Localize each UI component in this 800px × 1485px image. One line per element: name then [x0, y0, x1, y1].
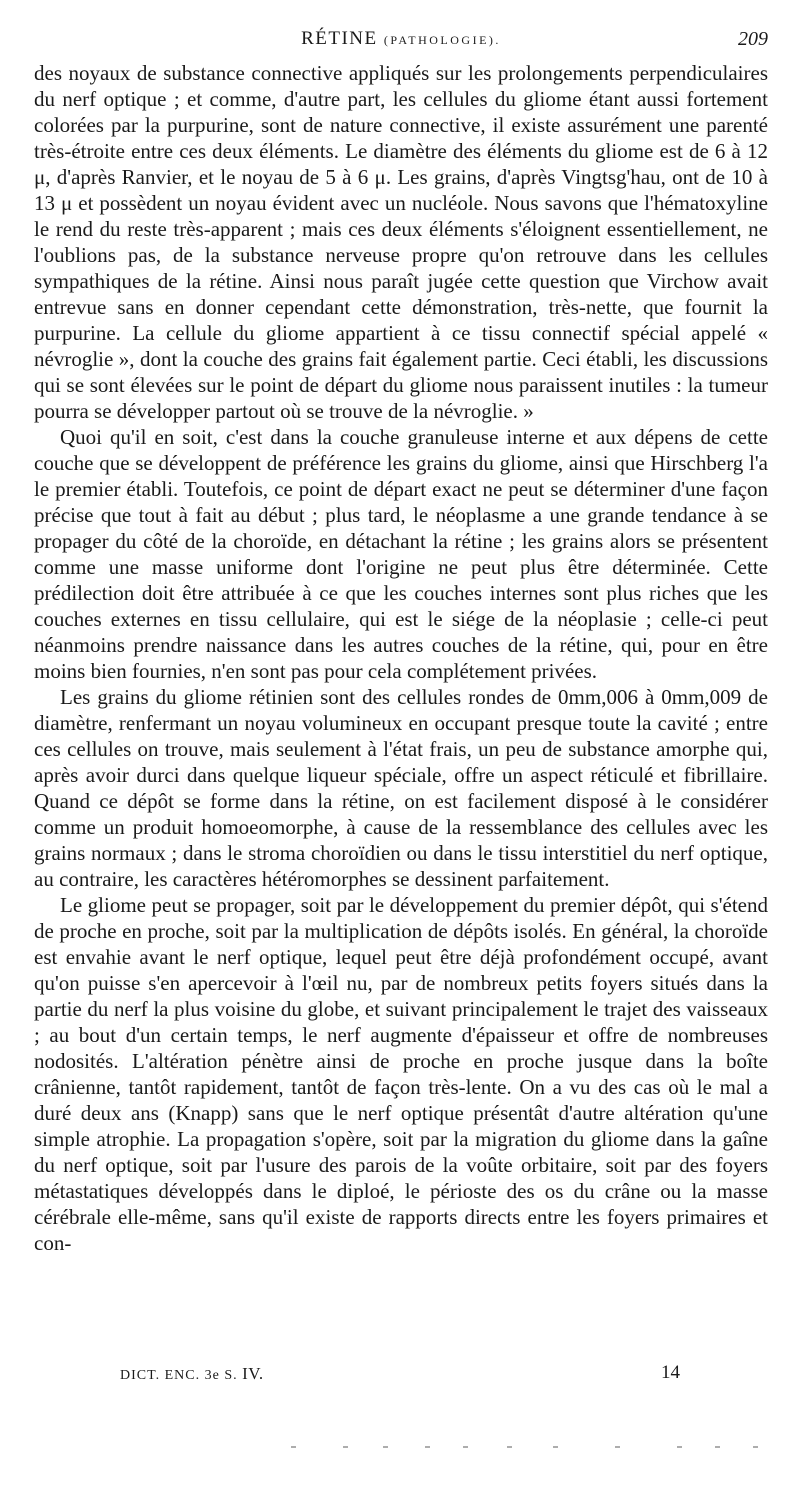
page-header [34, 28, 768, 58]
scan-speck [463, 1446, 468, 1448]
scan-speck [425, 1446, 430, 1448]
page-number: 209 [738, 28, 768, 50]
paragraph-1: des noyaux de substance connective appliqués sur les prolongements perpendiculaires du nerf optique ; et comme, d'autre part, les cellules du gliome étant aussi fortement colorées par la purpurine, sont de nature connective, il existe assurément une parenté très-étroite entre ces deux éléments. Le diamètre des éléments du gliome est de 6 à 12 μ, d'après Ranvier, et le noyau de 5 à 6 μ. Les grains, d'après Vingtsg'hau, ont de 10 à 13 μ et possèdent un noyau évident avec un nucléole. Nous savons que l'hématoxyline le rend du reste très-apparent ; mais ces deux éléments s'éloignent essentiellement, ne l'oublions pas, de la substance nerveuse propre qu'on retrouve dans les cellules sympathiques de la rétine. Ainsi nous paraît jugée cette question que Virchow avait entrevue sans en donner cependant cette démonstration, très-nette, que fournit la purpurine. La cellule du gliome appartient à ce tissu connectif spécial appelé « névroglie », dont la couche des grains fait également partie. Ceci établi, les discussions qui se sont élevées sur le point de départ du gliome nous paraissent inutiles : la tumeur pourra se développer partout où se trouve de la névroglie. » [34, 61, 768, 423]
scan-speck [383, 1446, 388, 1448]
scan-speck [715, 1446, 720, 1448]
paragraph-4: Le gliome peut se propager, soit par le développement du premier dépôt, qui s'étend de proche en proche, soit par la multiplication de dépôts isolés. En général, la choroïde est envahie avant le nerf optique, lequel peut être déjà profondément occupé, avant qu'on puisse s'en apercevoir à l'œil nu, par de nombreux petits foyers situés dans la partie du nerf la plus voisine du globe, et suivant principalement le trajet des vaisseaux ; au bout d'un certain temps, le nerf augmente d'épaisseur et offre de nombreuses nodosités. L'altération pénètre ainsi de proche en proche jusque dans la boîte crânienne, tantôt rapidement, tantôt de façon très-lente. On a vu des cas où le mal a duré deux ans (Knapp) sans que le nerf optique présentât d'autre altération qu'une simple atrophie. La propagation s'opère, soit par la migration du gliome dans la gaîne du nerf optique, soit par l'usure des parois de la voûte orbitaire, soit par des foyers métastatiques développés dans le diploé, le périoste des os du crâne ou la masse cérébrale elle-même, sans qu'il existe de rapports directs entre les foyers primaires et con- [34, 893, 768, 1255]
paragraph-3: Les grains du gliome rétinien sont des cellules rondes de 0mm,006 à 0mm,009 de diamètre, renfermant un noyau volumineux en occupant presque toute la cavité ; entre ces cellules on trouve, mais seulement à l'état frais, un peu de substance amorphe qui, après avoir durci dans quelque liqueur spéciale, offre un aspect réticulé et fibrillaire. Quand ce dépôt se forme dans la rétine, on est facilement disposé à le considérer comme un produit homoeomorphe, à cause de la ressemblance des cellules avec les grains normaux ; dans le stroma choroïdien ou dans le tissu interstitiel du nerf optique, au contraire, les caractères hétéromorphes se dessinent parfaitement. [34, 685, 768, 891]
scan-specks [285, 1442, 765, 1452]
scan-speck [343, 1446, 348, 1448]
paragraph-2: Quoi qu'il en soit, c'est dans la couche granuleuse interne et aux dépens de cette couche que se développent de préférence les grains du gliome, ainsi que Hirschberg l'a le premier établi. Toutefois, ce point de départ exact ne peut se déterminer d'une façon précise que tout à fait au début ; plus tard, le néoplasme a une grande tendance à se propager du côté de la choroïde, en détachant la rétine ; les grains alors se présentent comme une masse uniforme dont l'origine ne peut plus être déterminée. Cette prédilection doit être attribuée à ce que les couches internes sont plus riches que les couches externes en tissu cellulaire, qui est le siége de la néoplasie ; celle-ci peut néanmoins prendre naissance dans les autres couches de la rétine, qui, pour en être moins bien fournies, n'en sont pas pour cela complétement privées. [34, 425, 768, 683]
running-title-subtitle: (PATHOLOGIE). [383, 33, 501, 47]
signature-number: 14 [661, 1362, 680, 1383]
scan-speck [677, 1446, 682, 1448]
page-footer [34, 1362, 768, 1388]
signature-volume: IV. [242, 1364, 264, 1383]
body-text [34, 60, 768, 1256]
scan-speck [291, 1446, 296, 1448]
scan-speck [507, 1446, 512, 1448]
signature-abbrev: DICT. ENC. 3e S. [120, 1368, 238, 1383]
running-title [34, 28, 768, 50]
scan-speck [615, 1446, 620, 1448]
running-title-main: RÉTINE [301, 28, 378, 49]
printer-signature [120, 1364, 264, 1384]
scan-speck [553, 1446, 558, 1448]
scan-speck [753, 1446, 758, 1448]
